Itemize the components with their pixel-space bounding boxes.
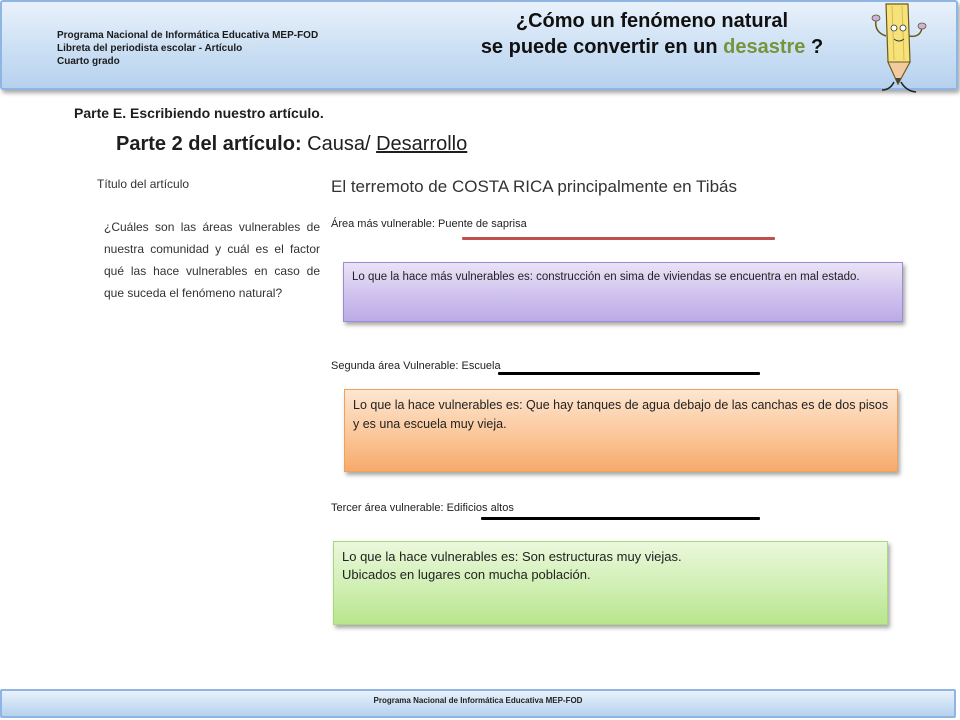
part-heading-underlined: Desarrollo (376, 133, 468, 155)
part-heading (116, 133, 467, 156)
title-accent-word: desastre (723, 36, 806, 58)
pencil-character-icon (864, 2, 944, 96)
area-label-text: Tercer área vulnerable: (331, 502, 444, 514)
footer-banner (0, 689, 956, 718)
area-label-text: Área más vulnerable: (331, 218, 435, 230)
reason-text: Lo que la hace vulnerables es: Son estructuras muy viejas. (342, 549, 682, 564)
part-heading-text: Causa/ (301, 133, 377, 155)
area-3-label (331, 502, 514, 514)
title-text-end: ? (805, 36, 824, 58)
area-2-underline (498, 372, 760, 375)
area-value: Escuela (458, 360, 501, 372)
article-title-label: Título del artículo (97, 177, 190, 191)
section-heading: Parte E. Escribiendo nuestro artículo. (74, 105, 324, 121)
area-3-reason-box (333, 541, 888, 625)
guiding-question: ¿Cuáles son las áreas vulnerables de nuestra comunidad y cuál es el factor qué las hace vulnerables en caso de que suceda el fenómeno natural? (104, 220, 320, 300)
area-3-underline (481, 517, 760, 520)
program-info-line: Cuarto grado (57, 56, 120, 67)
header-banner (0, 0, 958, 90)
area-value: Edificios altos (443, 502, 514, 514)
program-info-line: Libreta del periodista escolar - Artículo (57, 43, 243, 54)
area-2-label (331, 360, 501, 372)
article-title: El terremoto de COSTA RICA principalmente en Tibás (331, 177, 737, 196)
title-line-2 (442, 34, 862, 60)
program-info-line: Programa Nacional de Informática Educativa MEP-FOD (57, 30, 319, 41)
reason-text: Ubicados en lugares con mucha población. (342, 567, 591, 582)
reason-text: Lo que la hace más vulnerables es: construcción en sima de viviendas se encuentra en mal estado. (352, 271, 860, 283)
title-text: se puede convertir en un (480, 36, 724, 58)
area-1-reason-box (343, 262, 903, 322)
area-1-underline (462, 237, 775, 240)
page-title (442, 8, 862, 60)
program-info (57, 29, 318, 68)
area-2-reason-box (344, 389, 898, 472)
footer-text: Programa Nacional de Informática Educativa MEP-FOD (373, 696, 583, 705)
area-label-text: Segunda área Vulnerable: (331, 360, 459, 372)
reason-text: Lo que la hace vulnerables es: Que hay tanques de agua debajo de las canchas es de dos pisos y es una escuela muy vieja. (353, 398, 889, 431)
part-heading-bold: Parte 2 del artículo: (116, 133, 302, 155)
title-line-1: ¿Cómo un fenómeno natural (515, 10, 789, 32)
area-1-label (331, 218, 527, 230)
area-value: Puente de saprisa (434, 218, 527, 230)
